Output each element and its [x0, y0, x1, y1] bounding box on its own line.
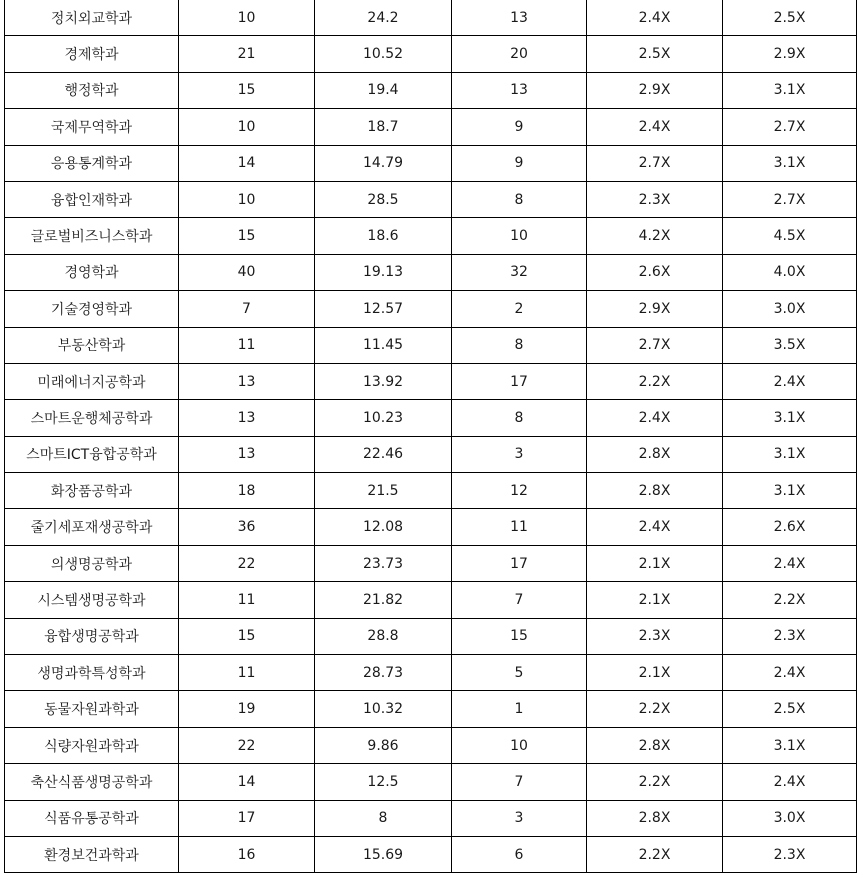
value-cell: 13	[452, 72, 587, 108]
ratio-cell: 2.4X	[587, 509, 723, 545]
value-cell: 23.73	[315, 545, 452, 581]
value-cell: 10.23	[315, 400, 452, 436]
value-cell: 21.82	[315, 582, 452, 618]
table-row	[5, 36, 857, 72]
ratio-cell: 2.2X	[587, 691, 723, 727]
ratio-cell: 2.4X	[723, 545, 857, 581]
department-cell: 스마트운행체공학과	[5, 400, 179, 436]
value-cell: 10.32	[315, 691, 452, 727]
ratio-cell: 2.2X	[587, 363, 723, 399]
table-row	[5, 291, 857, 327]
table-row	[5, 691, 857, 727]
ratio-cell: 3.0X	[723, 291, 857, 327]
table-row	[5, 618, 857, 654]
department-cell: 부동산학과	[5, 327, 179, 363]
ratio-cell: 2.3X	[723, 618, 857, 654]
table-row	[5, 363, 857, 399]
ratio-cell: 3.5X	[723, 327, 857, 363]
ratio-cell: 3.1X	[723, 72, 857, 108]
value-cell: 18	[179, 473, 315, 509]
table-row	[5, 400, 857, 436]
value-cell: 10	[452, 727, 587, 763]
department-cell: 미래에너지공학과	[5, 363, 179, 399]
value-cell: 8	[452, 181, 587, 217]
department-cell: 융합생명공학과	[5, 618, 179, 654]
table-row	[5, 218, 857, 254]
value-cell: 19.13	[315, 254, 452, 290]
department-cell: 융합인재학과	[5, 181, 179, 217]
value-cell: 11	[179, 655, 315, 691]
value-cell: 8	[452, 327, 587, 363]
department-cell: 행정학과	[5, 72, 179, 108]
table-row	[5, 436, 857, 472]
ratio-cell: 3.1X	[723, 473, 857, 509]
value-cell: 14.79	[315, 145, 452, 181]
ratio-cell: 2.1X	[587, 655, 723, 691]
value-cell: 9	[452, 109, 587, 145]
value-cell: 10	[179, 109, 315, 145]
ratio-cell: 4.5X	[723, 218, 857, 254]
ratio-cell: 2.4X	[587, 109, 723, 145]
ratio-cell: 2.7X	[723, 109, 857, 145]
ratio-cell: 3.1X	[723, 436, 857, 472]
value-cell: 8	[315, 800, 452, 836]
table-row	[5, 145, 857, 181]
table-row	[5, 836, 857, 872]
value-cell: 17	[452, 545, 587, 581]
value-cell: 3	[452, 800, 587, 836]
value-cell: 21.5	[315, 473, 452, 509]
ratio-cell: 2.8X	[587, 473, 723, 509]
department-cell: 경영학과	[5, 254, 179, 290]
value-cell: 28.8	[315, 618, 452, 654]
value-cell: 10	[179, 181, 315, 217]
value-cell: 5	[452, 655, 587, 691]
value-cell: 18.7	[315, 109, 452, 145]
value-cell: 15	[179, 618, 315, 654]
value-cell: 13	[179, 363, 315, 399]
department-cell: 식량자원과학과	[5, 727, 179, 763]
value-cell: 15	[179, 218, 315, 254]
department-cell: 국제무역학과	[5, 109, 179, 145]
table-row	[5, 0, 857, 36]
ratio-cell: 2.7X	[587, 145, 723, 181]
ratio-cell: 2.1X	[587, 545, 723, 581]
value-cell: 13	[452, 0, 587, 36]
department-cell: 정치외교학과	[5, 0, 179, 36]
table-row	[5, 327, 857, 363]
table-row	[5, 181, 857, 217]
department-cell: 동물자원과학과	[5, 691, 179, 727]
value-cell: 24.2	[315, 0, 452, 36]
ratio-cell: 2.5X	[723, 691, 857, 727]
ratio-cell: 2.9X	[587, 72, 723, 108]
value-cell: 13	[179, 400, 315, 436]
value-cell: 7	[179, 291, 315, 327]
value-cell: 16	[179, 836, 315, 872]
ratio-cell: 2.4X	[587, 0, 723, 36]
ratio-cell: 2.1X	[587, 582, 723, 618]
ratio-cell: 2.4X	[723, 764, 857, 800]
table-row	[5, 72, 857, 108]
ratio-cell: 3.1X	[723, 727, 857, 763]
value-cell: 2	[452, 291, 587, 327]
ratio-cell: 2.3X	[723, 836, 857, 872]
ratio-cell: 2.2X	[723, 582, 857, 618]
ratio-cell: 2.3X	[587, 618, 723, 654]
value-cell: 11.45	[315, 327, 452, 363]
ratio-cell: 4.0X	[723, 254, 857, 290]
value-cell: 22	[179, 545, 315, 581]
ratio-cell: 2.3X	[587, 181, 723, 217]
value-cell: 7	[452, 764, 587, 800]
value-cell: 19	[179, 691, 315, 727]
value-cell: 15	[452, 618, 587, 654]
value-cell: 8	[452, 400, 587, 436]
value-cell: 22.46	[315, 436, 452, 472]
department-cell: 축산식품생명공학과	[5, 764, 179, 800]
department-cell: 생명과학특성학과	[5, 655, 179, 691]
ratio-cell: 2.2X	[587, 836, 723, 872]
ratio-cell: 2.8X	[587, 727, 723, 763]
value-cell: 13.92	[315, 363, 452, 399]
department-cell: 글로벌비즈니스학과	[5, 218, 179, 254]
ratio-cell: 2.9X	[587, 291, 723, 327]
department-cell: 기술경영학과	[5, 291, 179, 327]
ratio-cell: 2.4X	[587, 400, 723, 436]
table-row	[5, 764, 857, 800]
ratio-cell: 3.1X	[723, 145, 857, 181]
admissions-table	[4, 0, 857, 873]
value-cell: 21	[179, 36, 315, 72]
value-cell: 40	[179, 254, 315, 290]
ratio-cell: 2.8X	[587, 800, 723, 836]
value-cell: 28.5	[315, 181, 452, 217]
value-cell: 1	[452, 691, 587, 727]
value-cell: 32	[452, 254, 587, 290]
ratio-cell: 2.4X	[723, 363, 857, 399]
value-cell: 13	[179, 436, 315, 472]
table-row	[5, 473, 857, 509]
value-cell: 28.73	[315, 655, 452, 691]
value-cell: 10	[179, 0, 315, 36]
value-cell: 15.69	[315, 836, 452, 872]
value-cell: 3	[452, 436, 587, 472]
value-cell: 11	[452, 509, 587, 545]
department-cell: 환경보건과학과	[5, 836, 179, 872]
value-cell: 10.52	[315, 36, 452, 72]
department-cell: 식품유통공학과	[5, 800, 179, 836]
value-cell: 6	[452, 836, 587, 872]
value-cell: 12.5	[315, 764, 452, 800]
value-cell: 17	[452, 363, 587, 399]
value-cell: 12.57	[315, 291, 452, 327]
department-cell: 시스템생명공학과	[5, 582, 179, 618]
department-cell: 줄기세포재생공학과	[5, 509, 179, 545]
value-cell: 10	[452, 218, 587, 254]
value-cell: 14	[179, 764, 315, 800]
table-row	[5, 800, 857, 836]
value-cell: 15	[179, 72, 315, 108]
value-cell: 36	[179, 509, 315, 545]
department-cell: 스마트ICT융합공학과	[5, 436, 179, 472]
value-cell: 12	[452, 473, 587, 509]
ratio-cell: 2.7X	[587, 327, 723, 363]
ratio-cell: 2.4X	[723, 655, 857, 691]
value-cell: 11	[179, 327, 315, 363]
value-cell: 17	[179, 800, 315, 836]
ratio-cell: 3.0X	[723, 800, 857, 836]
table-body	[5, 0, 857, 873]
ratio-cell: 2.7X	[723, 181, 857, 217]
value-cell: 11	[179, 582, 315, 618]
table-row	[5, 545, 857, 581]
ratio-cell: 3.1X	[723, 400, 857, 436]
department-cell: 경제학과	[5, 36, 179, 72]
ratio-cell: 2.5X	[587, 36, 723, 72]
table-row	[5, 509, 857, 545]
ratio-cell: 2.8X	[587, 436, 723, 472]
ratio-cell: 2.6X	[587, 254, 723, 290]
table-row	[5, 109, 857, 145]
value-cell: 9.86	[315, 727, 452, 763]
table-row	[5, 655, 857, 691]
table-row	[5, 727, 857, 763]
department-cell: 의생명공학과	[5, 545, 179, 581]
ratio-cell: 2.6X	[723, 509, 857, 545]
value-cell: 14	[179, 145, 315, 181]
department-cell: 화장품공학과	[5, 473, 179, 509]
ratio-cell: 2.2X	[587, 764, 723, 800]
value-cell: 9	[452, 145, 587, 181]
value-cell: 7	[452, 582, 587, 618]
value-cell: 19.4	[315, 72, 452, 108]
table-row	[5, 582, 857, 618]
value-cell: 12.08	[315, 509, 452, 545]
ratio-cell: 4.2X	[587, 218, 723, 254]
value-cell: 18.6	[315, 218, 452, 254]
table-row	[5, 254, 857, 290]
department-cell: 응용통계학과	[5, 145, 179, 181]
ratio-cell: 2.9X	[723, 36, 857, 72]
value-cell: 22	[179, 727, 315, 763]
ratio-cell: 2.5X	[723, 0, 857, 36]
value-cell: 20	[452, 36, 587, 72]
